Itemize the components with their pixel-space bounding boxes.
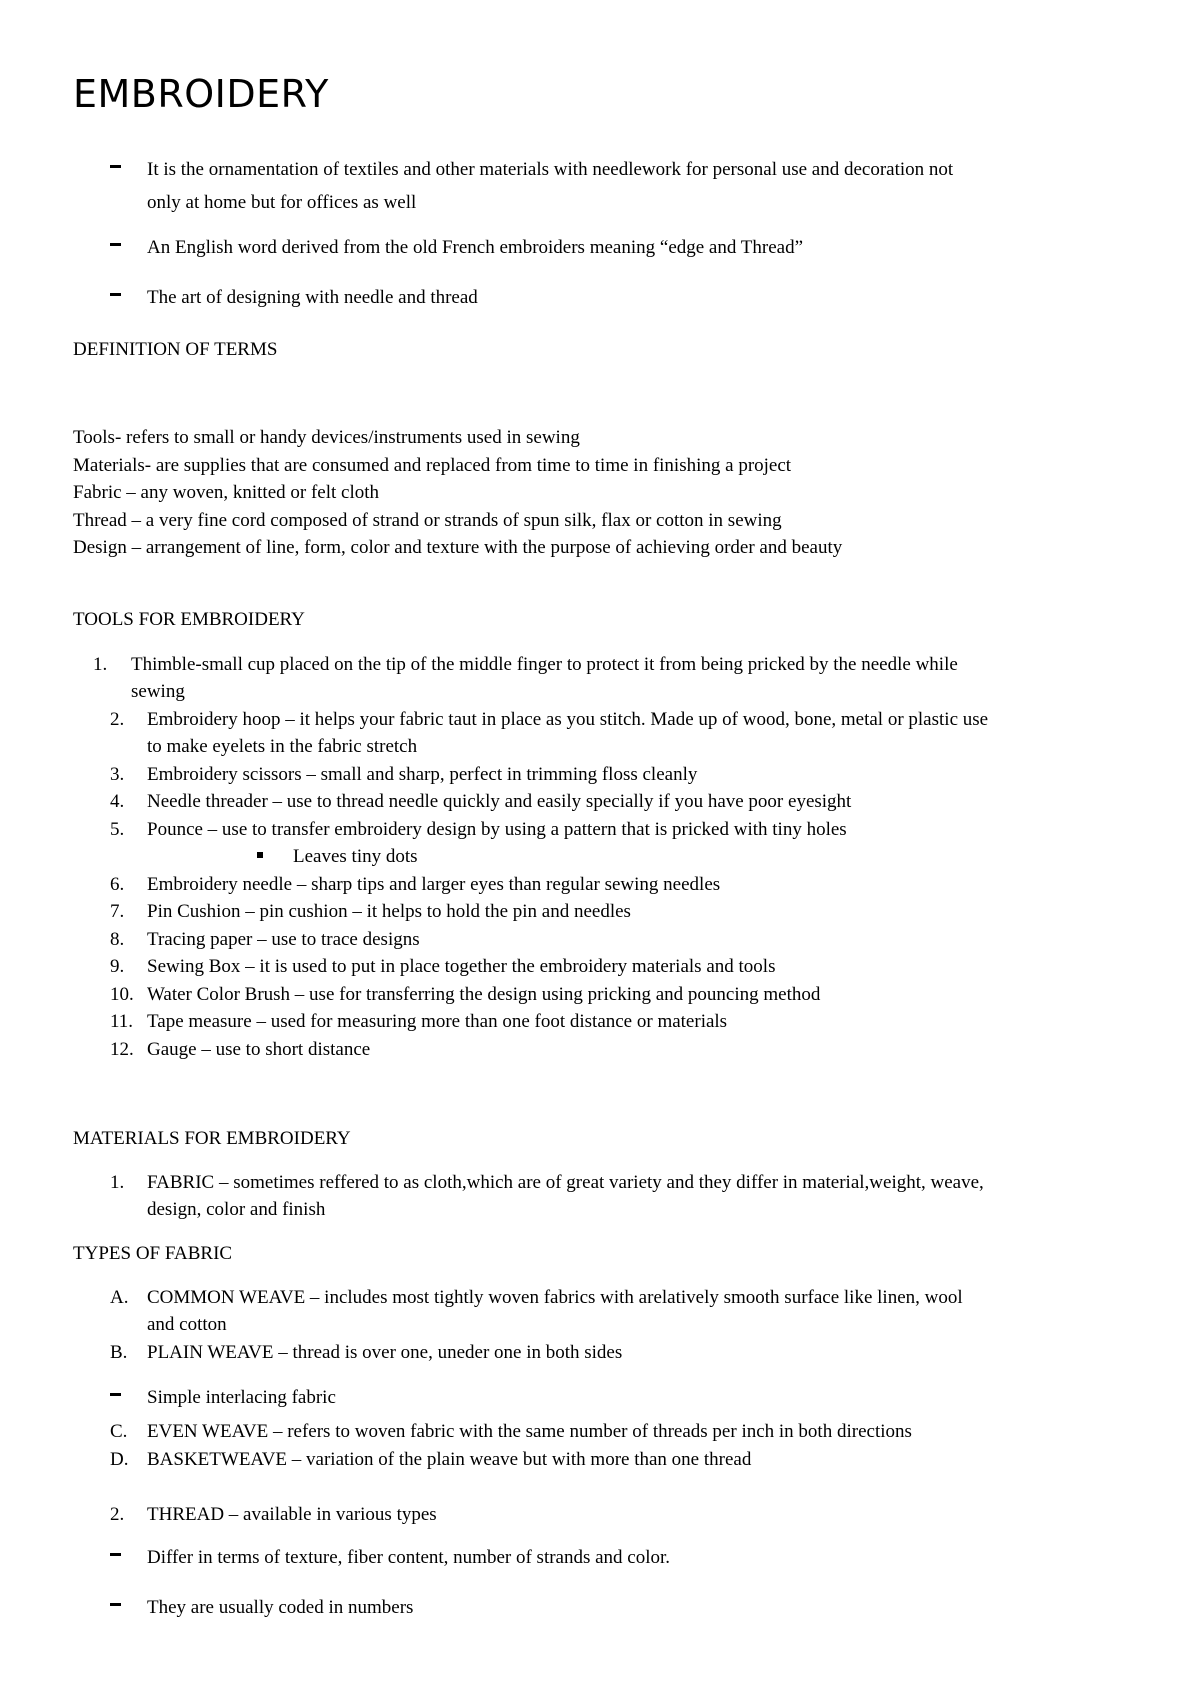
dash-bullet-icon bbox=[110, 1603, 121, 1606]
tool-item-2-cont: to make eyelets in the fabric stretch bbox=[147, 736, 418, 757]
square-bullet-icon bbox=[257, 852, 263, 858]
tools-heading: TOOLS FOR EMBROIDERY bbox=[73, 609, 305, 630]
list-number: 10. bbox=[110, 984, 134, 1005]
definition-line: Fabric – any woven, knitted or felt cloth bbox=[73, 482, 380, 503]
fabric-type-d: BASKETWEAVE – variation of the plain weave but with more than one thread bbox=[147, 1449, 752, 1470]
pounce-sub-item: Leaves tiny dots bbox=[293, 846, 418, 867]
tool-item-7: Pin Cushion – pin cushion – it helps to hold the pin and needles bbox=[147, 901, 631, 922]
fabric-type-c: EVEN WEAVE – refers to woven fabric with the same number of threads per inch in both directions bbox=[147, 1421, 912, 1442]
list-number: 5. bbox=[110, 819, 125, 840]
plain-weave-sub: Simple interlacing fabric bbox=[147, 1387, 336, 1408]
fabric-item: FABRIC – sometimes reffered to as cloth,which are of great variety and they differ in material,weight, weave, bbox=[147, 1172, 984, 1193]
tool-item-1: Thimble-small cup placed on the tip of the middle finger to protect it from being pricked by the needle while bbox=[131, 654, 958, 675]
list-letter: D. bbox=[110, 1449, 129, 1470]
list-number: 4. bbox=[110, 791, 125, 812]
list-number: 2. bbox=[110, 1504, 125, 1525]
tool-item-11: Tape measure – used for measuring more than one foot distance or materials bbox=[147, 1011, 728, 1032]
list-number: 3. bbox=[110, 764, 125, 785]
fabric-item-cont: design, color and finish bbox=[147, 1199, 326, 1220]
tool-item-2: Embroidery hoop – it helps your fabric taut in place as you stitch. Made up of wood, bone, metal or plastic use bbox=[147, 709, 989, 730]
list-number: 11. bbox=[110, 1011, 134, 1032]
intro-bullet-3: The art of designing with needle and thread bbox=[147, 287, 478, 308]
list-letter: B. bbox=[110, 1342, 128, 1363]
tool-item-9: Sewing Box – it is used to put in place together the embroidery materials and tools bbox=[147, 956, 776, 977]
tool-item-4: Needle threader – use to thread needle quickly and easily specially if you have poor eyesight bbox=[147, 791, 852, 812]
fabric-type-b: PLAIN WEAVE – thread is over one, uneder one in both sides bbox=[147, 1342, 623, 1363]
fabric-types-heading: TYPES OF FABRIC bbox=[73, 1243, 233, 1264]
intro-bullet-1-line-2: only at home but for offices as well bbox=[147, 192, 417, 213]
dash-bullet-icon bbox=[110, 1393, 121, 1396]
thread-item: THREAD – available in various types bbox=[147, 1504, 437, 1525]
thread-bullet-1: Differ in terms of texture, fiber content, number of strands and color. bbox=[147, 1547, 671, 1568]
definition-line: Tools- refers to small or handy devices/instruments used in sewing bbox=[73, 427, 580, 448]
dash-bullet-icon bbox=[110, 243, 121, 246]
dash-bullet-icon bbox=[110, 293, 121, 296]
thread-bullet-2: They are usually coded in numbers bbox=[147, 1597, 414, 1618]
list-number: 1. bbox=[110, 1172, 125, 1193]
tool-item-12: Gauge – use to short distance bbox=[147, 1039, 371, 1060]
materials-heading: MATERIALS FOR EMBROIDERY bbox=[73, 1128, 351, 1149]
intro-bullet-2: An English word derived from the old French embroiders meaning “edge and Thread” bbox=[147, 237, 804, 258]
list-number: 8. bbox=[110, 929, 125, 950]
list-letter: A. bbox=[110, 1287, 129, 1308]
fabric-type-a-cont: and cotton bbox=[147, 1314, 227, 1335]
tool-item-5: Pounce – use to transfer embroidery design by using a pattern that is pricked with tiny holes bbox=[147, 819, 847, 840]
dash-bullet-icon bbox=[110, 1553, 121, 1556]
tool-item-8: Tracing paper – use to trace designs bbox=[147, 929, 420, 950]
intro-bullet-1-line-1: It is the ornamentation of textiles and other materials with needlework for personal use and decoration not bbox=[147, 159, 954, 180]
dash-bullet-icon bbox=[110, 165, 121, 168]
document-title: EMBROIDERY bbox=[73, 72, 329, 116]
tool-item-10: Water Color Brush – use for transferring the design using pricking and pouncing method bbox=[147, 984, 821, 1005]
list-number: 7. bbox=[110, 901, 125, 922]
list-number: 9. bbox=[110, 956, 125, 977]
definition-line: Design – arrangement of line, form, color and texture with the purpose of achieving order and beauty bbox=[73, 537, 843, 558]
fabric-type-a: COMMON WEAVE – includes most tightly woven fabrics with arelatively smooth surface like linen, wool bbox=[147, 1287, 963, 1308]
definitions-heading: DEFINITION OF TERMS bbox=[73, 339, 278, 360]
list-number: 1. bbox=[93, 654, 108, 675]
tool-item-1-cont: sewing bbox=[131, 681, 185, 702]
tool-item-3: Embroidery scissors – small and sharp, perfect in trimming floss cleanly bbox=[147, 764, 698, 785]
definition-line: Materials- are supplies that are consumed and replaced from time to time in finishing a project bbox=[73, 455, 792, 476]
list-number: 12. bbox=[110, 1039, 134, 1060]
list-number: 2. bbox=[110, 709, 125, 730]
definition-line: Thread – a very fine cord composed of strand or strands of spun silk, flax or cotton in sewing bbox=[73, 510, 782, 531]
list-number: 6. bbox=[110, 874, 125, 895]
list-letter: C. bbox=[110, 1421, 128, 1442]
tool-item-6: Embroidery needle – sharp tips and larger eyes than regular sewing needles bbox=[147, 874, 721, 895]
